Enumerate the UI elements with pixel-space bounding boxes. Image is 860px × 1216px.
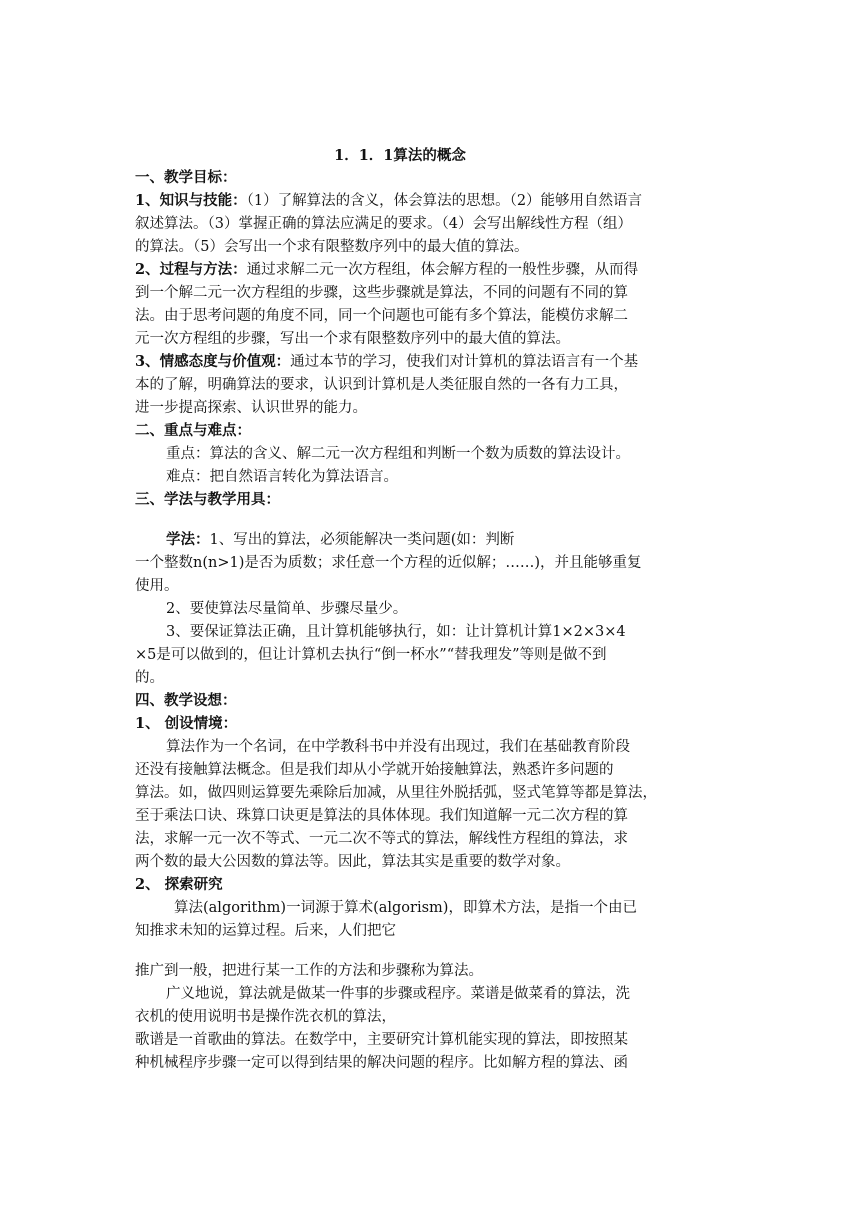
paragraph-line: 进一步提高探索、认识世界的能力。 (135, 400, 367, 416)
paragraph-line: 衣机的使用说明书是操作洗衣机的算法， (135, 1009, 396, 1025)
item1-text: （1）了解算法的含义，体会算法的思想。（2）能够用自然语言 (246, 193, 643, 209)
paragraph-line: 算法作为一个名词，在中学教科书中并没有出现过，我们在基础教育阶段 (166, 739, 630, 755)
paragraph-line: 推广到一般，把进行某一工作的方法和步骤称为算法。 (135, 963, 483, 979)
paragraph-line: 一个整数n(n>1)是否为质数；求任意一个方程的近似解；……)，并且能够重复 (135, 555, 642, 571)
paragraph-line: 元一次方程组的步骤，写出一个求有限整数序列中的最大值的算法。 (135, 331, 570, 347)
difficulty: 难点：把自然语言转化为算法语言。 (166, 469, 398, 485)
paragraph-line: 两个数的最大公因数的算法等。因此，算法其实是重要的数学对象。 (135, 854, 570, 870)
paragraph-line: ×5是可以做到的，但让计算机去执行“倒一杯水”“替我理发”等则是做不到 (135, 647, 607, 663)
paragraph-line: 使用。 (135, 578, 179, 594)
paragraph-line: 的。 (135, 670, 164, 686)
section4-heading: 四、教学设想： (135, 692, 237, 709)
item3-text: 通过本节的学习，使我们对计算机的算法语言有一个基 (290, 354, 639, 370)
paragraph-line: 种机械程序步骤一定可以得到结果的解决问题的程序。比如解方程的算法、函 (135, 1055, 628, 1071)
paragraph-line: 还没有接触算法概念。但是我们却从小学就开始接触算法，熟悉许多问题的 (135, 762, 614, 778)
paragraph-line: 算法(algorithm)一词源于算术(algorism)，即算术方法，是指一个由已 (174, 900, 637, 916)
paragraph-line: 2、要使算法尽量简单、步骤尽量少。 (166, 601, 408, 617)
paragraph-line: 本的了解，明确算法的要求，认识到计算机是人类征服自然的一各有力工具， (135, 377, 628, 393)
paragraph-line: 法，求解一元一次不等式、一元二次不等式的算法，解线性方程组的算法，求 (135, 831, 628, 847)
item2-text: 通过求解二元一次方程组，体会解方程的一般性步骤，从而得 (246, 262, 639, 278)
paragraph-line (135, 190, 735, 212)
paragraph-line: 3、要保证算法正确，且计算机能够执行，如：让计算机计算1×2×3×4 (166, 624, 626, 640)
method-text: 1、写出的算法，必须能解决一类问题(如：判断 (209, 532, 515, 548)
key-point: 重点：算法的含义、解二元一次方程组和判断一个数为质数的算法设计。 (166, 446, 630, 462)
paragraph-line: 至于乘法口诀、珠算口诀更是算法的具体体现。我们知道解一元二次方程的算 (135, 808, 628, 824)
paragraph-line (135, 351, 735, 373)
subheading-1: 1、 创设情境： (135, 715, 238, 732)
doc-title: 1．1．1算法的概念 (334, 147, 466, 164)
paragraph-line: 歌谱是一首歌曲的算法。在数学中，主要研究计算机能实现的算法，即按照某 (135, 1032, 628, 1048)
paragraph-line: 到一个解二元一次方程组的步骤，这些步骤就是算法，不同的问题有不同的算 (135, 285, 628, 301)
section3-heading: 三、学法与教学用具： (135, 491, 280, 508)
paragraph-line: 知推求未知的运算过程。后来，人们把它 (135, 923, 396, 939)
item3-label: 3、情感态度与价值观： (135, 353, 291, 370)
paragraph-line: 叙述算法。（3）掌握正确的算法应满足的要求。（4）会写出解线性方程（组） (135, 216, 632, 232)
section2-heading: 二、重点与难点： (135, 422, 251, 439)
paragraph-line (166, 529, 766, 551)
paragraph-line: 法。由于思考问题的角度不同，同一个问题也可能有多个算法，能模仿求解二 (135, 308, 628, 324)
subheading-2: 2、 探索研究 (135, 876, 223, 893)
paragraph-line (135, 259, 735, 281)
item1-label: 1、知识与技能： (135, 192, 247, 209)
paragraph-line: 算法。如，做四则运算要先乘除后加减，从里往外脱括弧，竖式笔算等都是算法， (135, 785, 657, 801)
section1-heading: 一、教学目标： (135, 169, 237, 186)
paragraph-line: 广义地说，算法就是做某一件事的步骤或程序。菜谱是做菜肴的算法，洗 (166, 986, 630, 1002)
method-label: 学法： (166, 531, 210, 548)
paragraph-line: 的算法。（5）会写出一个求有限整数序列中的最大值的算法。 (135, 239, 529, 255)
item2-label: 2、过程与方法： (135, 261, 247, 278)
